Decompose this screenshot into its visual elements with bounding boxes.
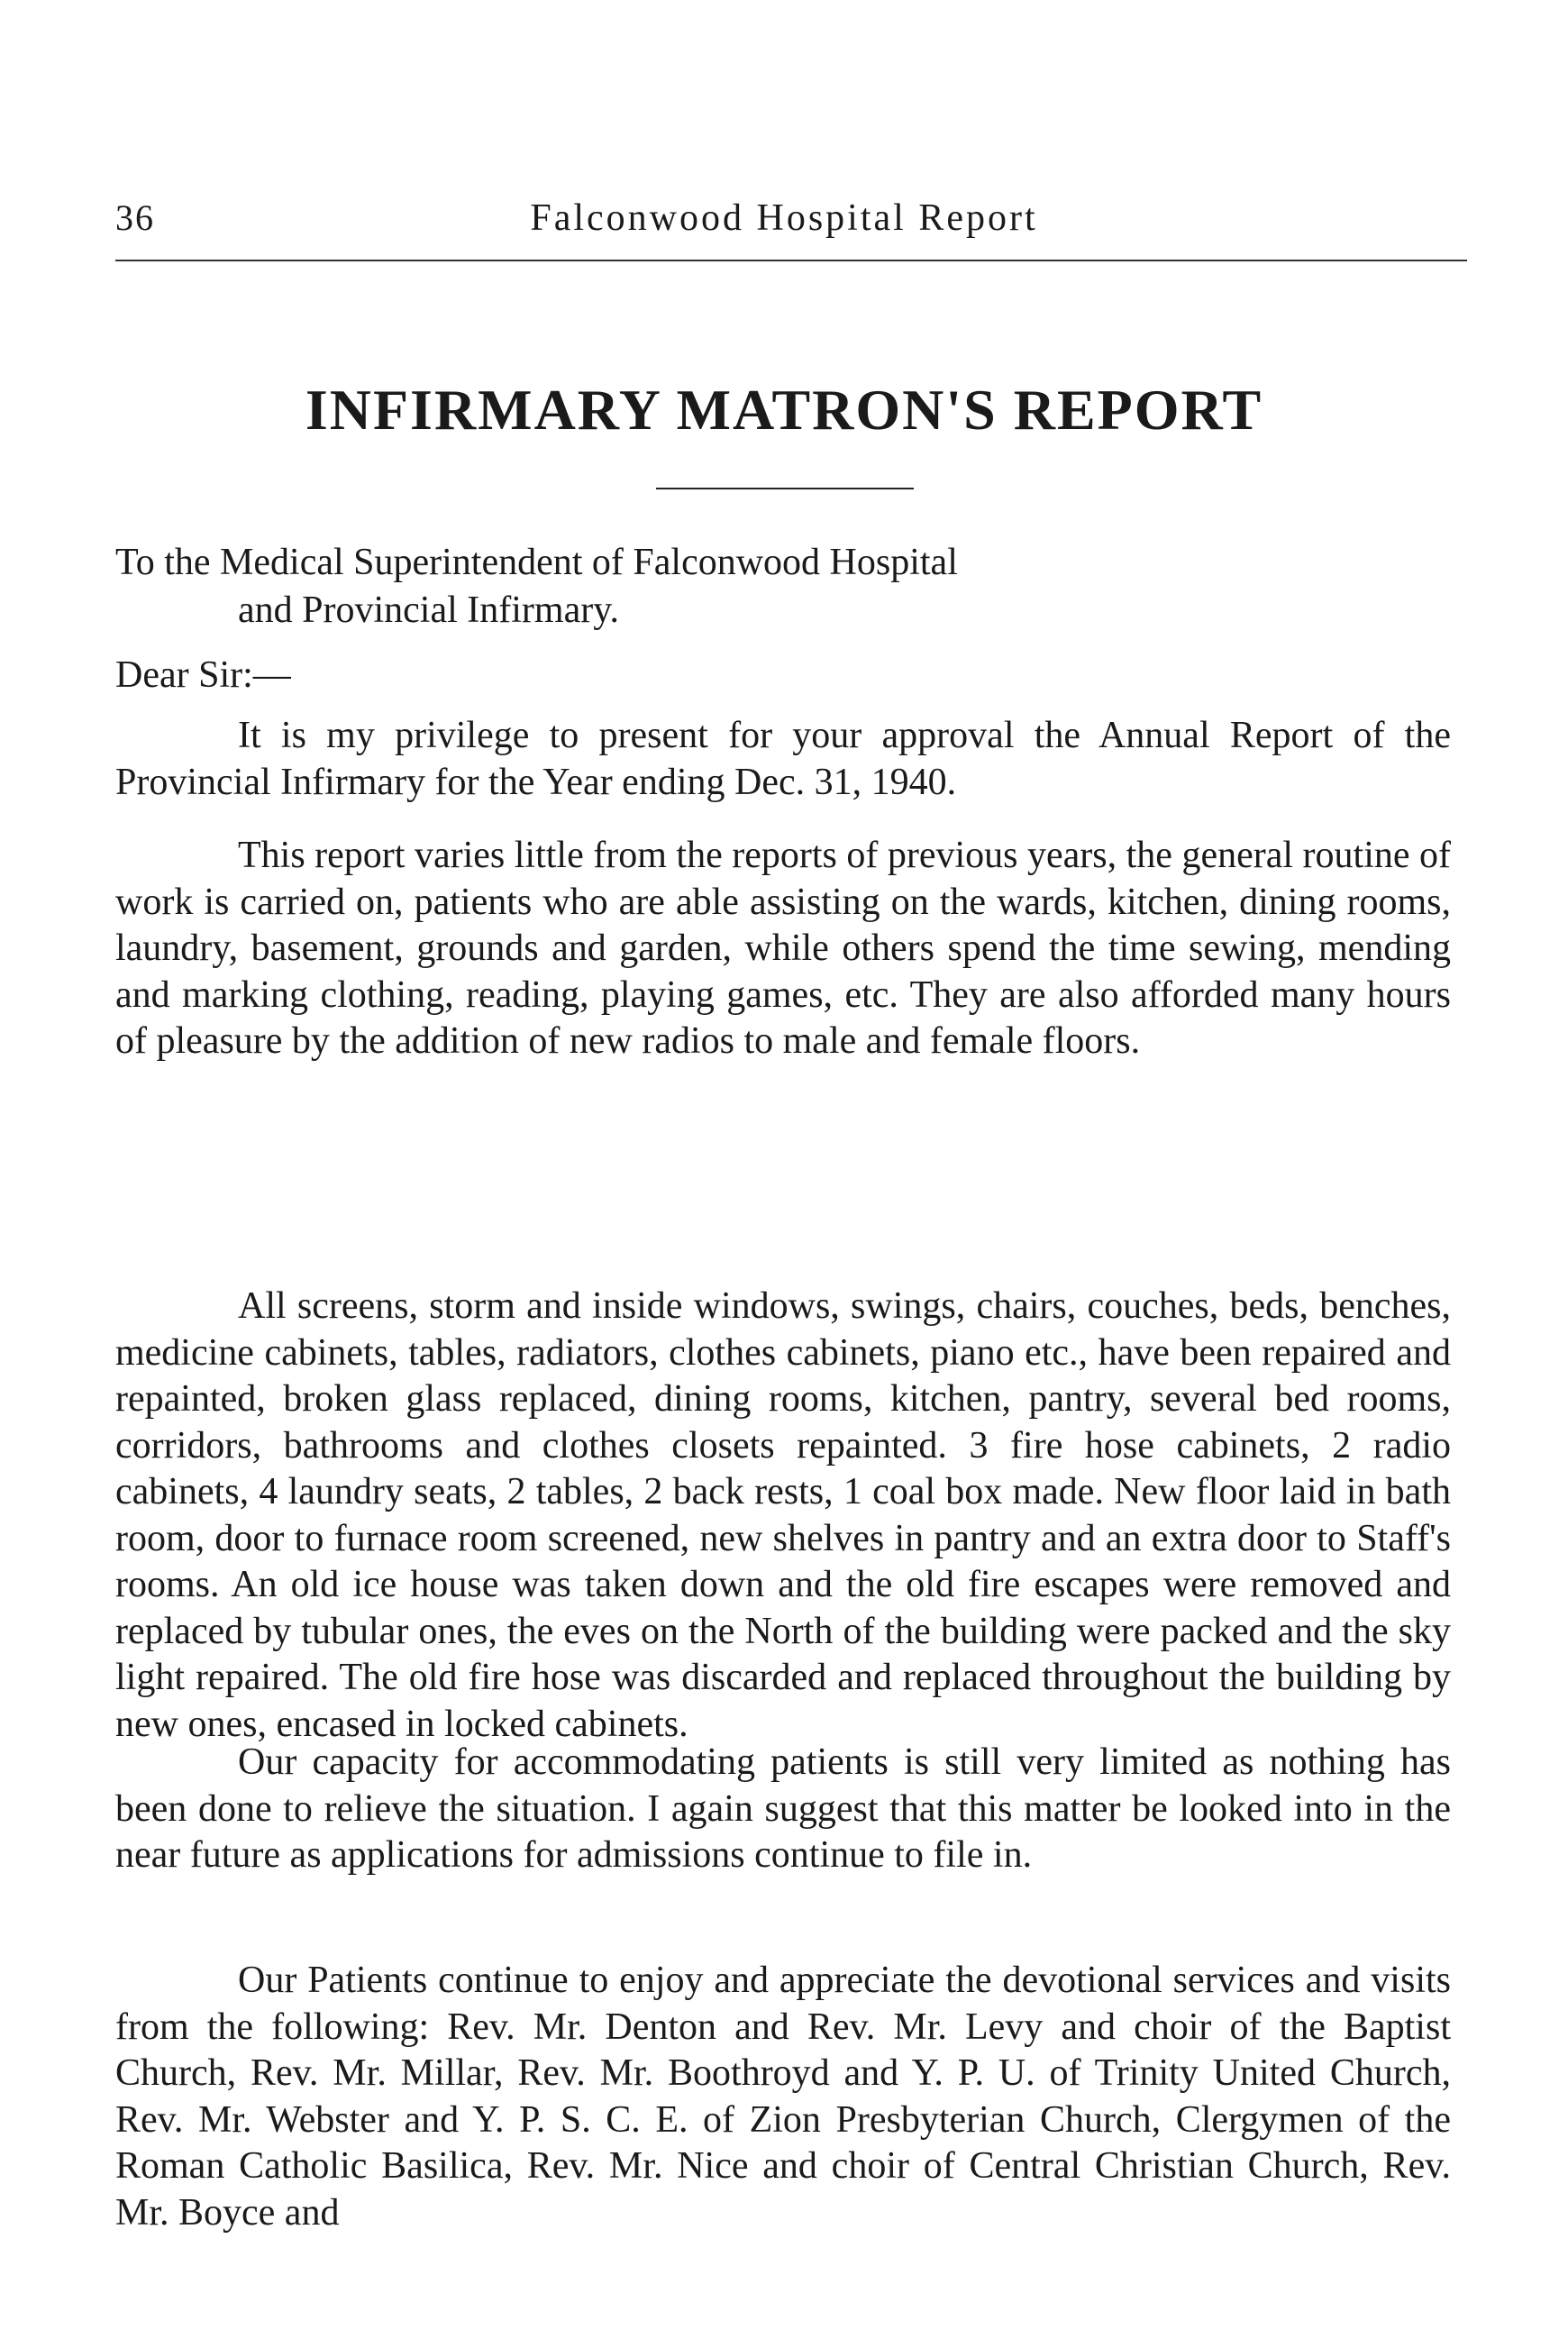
address-line: To the Medical Superintendent of Falconwood Hospital	[115, 542, 958, 583]
page-title: INFIRMARY MATRON'S REPORT	[305, 378, 1263, 442]
title-rule	[656, 488, 914, 489]
address-block	[115, 539, 1467, 635]
body-paragraph: Our capacity for accommodating patients is still very limited as nothing has been done to relieve the situation. I again suggest that this matter be looked into in the near future as applications for admissions continue to file in.	[115, 1741, 1451, 1876]
address-line: and Provincial Infirmary.	[238, 589, 619, 631]
header-rule	[115, 260, 1467, 261]
salutation: Dear Sir:—	[115, 654, 291, 696]
body-paragraph: This report varies little from the reports of previous years, the general routine of work is carried on, patients who are able assisting on the wards, kitchen, dining rooms, laundry, basement, grounds and garden, while others spend the time sewing, mending and marking clothing, reading, playing games, etc. They are also afforded many hours of pleasure by the addition of new radios to male and female floors.	[115, 835, 1451, 1062]
body-paragraph: All screens, storm and inside windows, swings, chairs, couches, beds, benches, medicine cabinets, tables, radiators, clothes cabinets, piano etc., have been repaired and repainted, broken glass replaced, dining rooms, kitchen, pantry, several bed rooms, corridors, bathrooms and clothes closets repainted. 3 fire hose cabinets, 2 radio cabinets, 4 laundry seats, 2 tables, 2 back rests, 1 coal box made. New floor laid in bath room, door to furnace room screened, new shelves in pantry and an extra door to Staff's rooms. An old ice house was taken down and the old fire escapes were removed and replaced by tubular ones, the eves on the North of the building were packed and the sky light repaired. The old fire hose was discarded and replaced throughout the building by new ones, encased in locked cabinets.	[115, 1285, 1451, 1745]
page-number: 36	[115, 197, 155, 238]
running-head: Falconwood Hospital Report	[530, 197, 1038, 239]
body-paragraph: Our Patients continue to enjoy and appreciate the devotional services and visits from the following: Rev. Mr. Denton and Rev. Mr. Levy and choir of the Baptist Church, Rev. Mr. Millar, Rev. Mr. Boothroyd and Y. P. U. of Trinity United Church, Rev. Mr. Webster and Y. P. S. C. E. of Zion Presbyterian Church, Clergymen of the Roman Catholic Basilica, Rev. Mr. Nice and choir of Central Christian Church, Rev. Mr. Boyce and	[115, 1960, 1451, 2234]
body-paragraph: It is my privilege to present for your approval the Annual Report of the Provincial Infirmary for the Year ending Dec. 31, 1940.	[115, 715, 1451, 803]
